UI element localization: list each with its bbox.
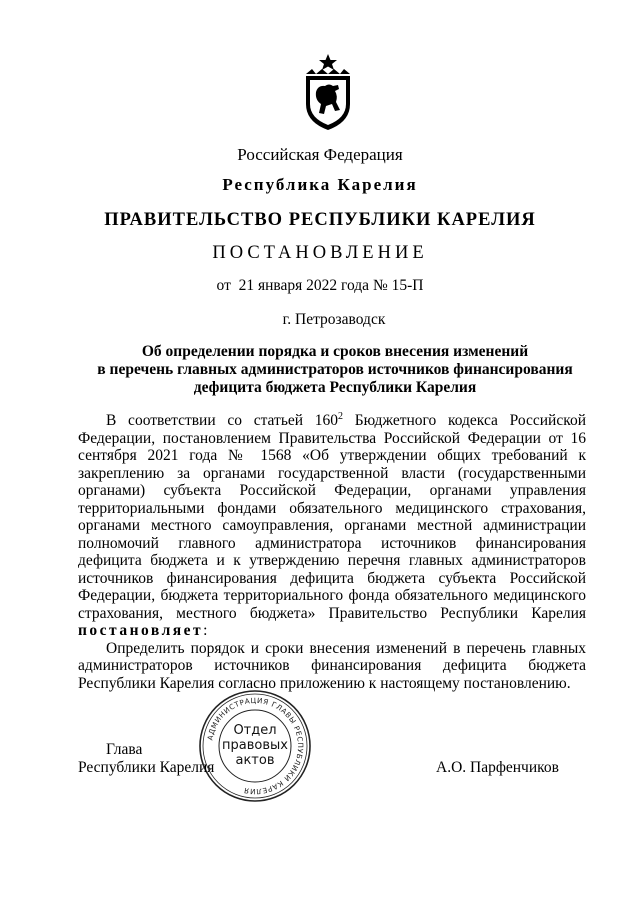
resolves-word: постановляет [78, 622, 204, 640]
document-title [70, 343, 600, 397]
coat-of-arms-icon [298, 52, 358, 132]
stamp-line: актов [235, 753, 275, 768]
stamp-line: правовых [222, 738, 288, 753]
title-line: дефицита бюджета Республики Карелия [193, 379, 477, 396]
position-line: Республики Карелия [78, 759, 215, 776]
preamble-text-start: В соответствии со статьей 160 [106, 412, 339, 430]
stamp-line: Отдел [233, 723, 277, 738]
document-body [78, 408, 586, 692]
document-type: ПОСТАНОВЛЕНИЕ [212, 243, 428, 263]
title-line: Об определении порядка и сроков внесения изменений [141, 343, 529, 360]
country-name: Российская Федерация [237, 145, 403, 164]
title-line: в перечень главных администраторов источников финансирования [97, 361, 573, 378]
preamble-text: Бюджетного кодекса Российской Федерации, постановлением Правительства Российской Федерации от 16 сентября 2021 года № 1568 «Об утверждении общих требований к закреплению за органами государственной власти (государственными органами) субъекта Российской Федерации, органами управления территориальными фондами обязательного медицинского страхования, органами местного самоуправления, органами местной администрации полномочий главного администратора источников финансирования дефицита бюджета и к утверждению перечня главных администраторов источников финансирования дефицита бюджета субъекта Российской Федерации, бюджета территориального фонда обязательного медицинского страхования, местного бюджета» Правительство Республики Карелия [78, 412, 586, 622]
official-stamp [198, 689, 312, 803]
decision-paragraph: Определить порядок и сроки внесения изменений в перечень главных администраторов источников финансирования дефицита бюджета Республики Карелия согласно приложению к настоящему постановлению. [78, 639, 586, 692]
position-line: Глава [106, 741, 143, 758]
city-name: г. Петрозаводск [282, 311, 386, 328]
republic-name: Республика Карелия [222, 175, 418, 194]
date-number-line: от 21 января 2022 года № 15-П [216, 277, 424, 294]
government-name: ПРАВИТЕЛЬСТВО РЕСПУБЛИКИ КАРЕЛИЯ [104, 210, 536, 230]
stamp-ring-text: АДМИНИСТРАЦИЯ ГЛАВЫ РЕСПУБЛИКИ КАРЕЛИЯ [205, 695, 306, 797]
preamble-paragraph [78, 408, 586, 640]
signatory-name: А.О. Парфенчиков [436, 759, 559, 776]
signatory-position [78, 741, 214, 777]
article-superscript: 2 [338, 411, 344, 422]
preamble-end: : [203, 622, 208, 640]
